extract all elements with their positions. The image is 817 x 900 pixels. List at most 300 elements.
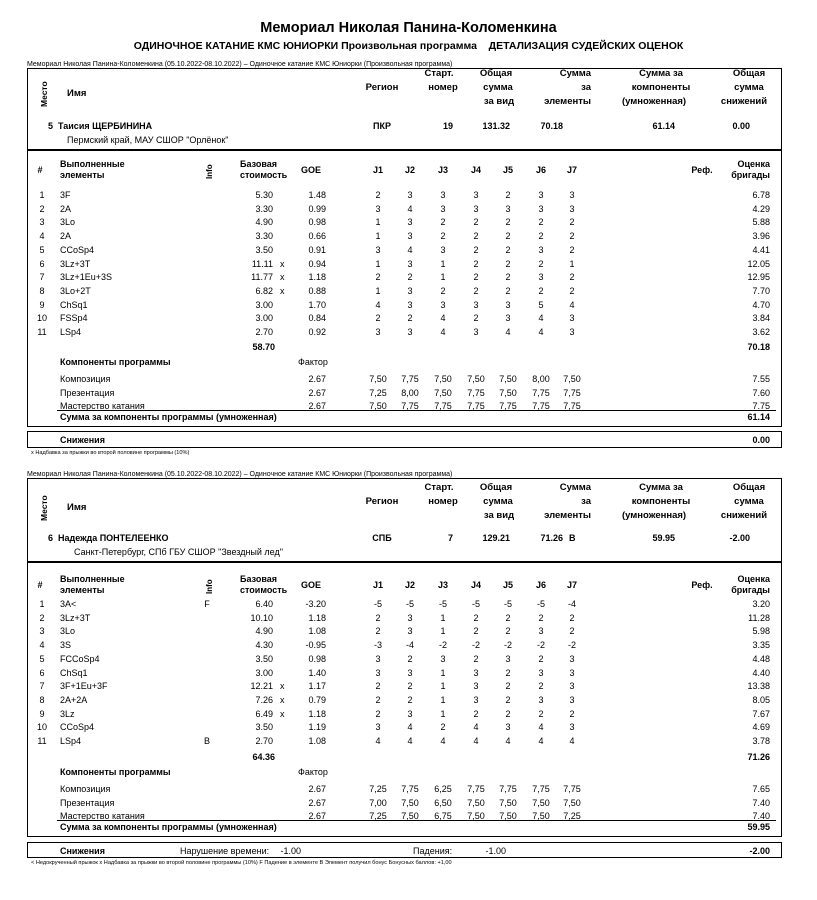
judge-mark: 3 xyxy=(538,667,544,678)
comp-header-2: компоненты xyxy=(631,496,691,507)
judge-header-7: J7 xyxy=(566,165,577,175)
bonus-marker: x xyxy=(280,258,285,269)
judge-header-3: J3 xyxy=(437,165,448,175)
deductions-box xyxy=(27,842,782,858)
component-score: 7.60 xyxy=(752,387,770,398)
component-mark: 6,25 xyxy=(434,784,452,794)
judge-mark: 4 xyxy=(473,736,479,746)
component-factor: 2.67 xyxy=(308,401,326,412)
goe-value: 0.92 xyxy=(308,327,326,337)
deductions-value: 0.00 xyxy=(732,121,750,131)
base-value: 6.82 xyxy=(255,285,273,296)
element-code: FCCoSp4 xyxy=(60,653,100,664)
judge-mark: 4 xyxy=(440,313,446,324)
base-value: 3.30 xyxy=(255,231,273,242)
deduction-item-value: -1.00 xyxy=(280,846,301,856)
ded-header-3: снижений xyxy=(720,96,768,107)
row-num: 4 xyxy=(39,640,45,651)
component-mark: 7,50 xyxy=(434,374,452,384)
deductions-total: -2.00 xyxy=(749,846,770,856)
element-score: 7.67 xyxy=(752,708,770,719)
element-code: ChSq1 xyxy=(60,299,88,310)
judge-mark: 3 xyxy=(569,313,575,324)
judge-mark: 3 xyxy=(407,708,413,719)
component-factor: 2.67 xyxy=(308,387,326,398)
judge-mark: 2 xyxy=(375,681,381,692)
components-header: Компоненты программы xyxy=(60,767,171,777)
component-mark: 7,75 xyxy=(401,401,419,412)
component-mark: 7,25 xyxy=(369,784,387,794)
judge-mark: 3 xyxy=(538,626,544,637)
judge-mark: 3 xyxy=(440,203,446,214)
ded-header-1: Общая xyxy=(732,482,766,493)
row-num: 11 xyxy=(37,736,47,746)
judge-mark: 3 xyxy=(538,244,544,255)
footnote: < Недокрученный прыжок x Надбавка за прыжки во второй половине программы (10%) F Падение в элементе B Элемент получил бонус Бонусных баллов: +1,00 xyxy=(31,860,452,866)
element-score: 7.70 xyxy=(752,285,770,296)
num-header: # xyxy=(37,580,43,590)
judge-mark: -3 xyxy=(373,640,382,651)
elem-header-3: элементы xyxy=(544,510,591,521)
judge-mark: 3 xyxy=(473,203,479,214)
footnote: x Надбавка за прыжки во второй половине программы (10%) xyxy=(31,450,190,456)
row-num: 4 xyxy=(39,231,45,242)
judge-mark: 3 xyxy=(375,244,381,255)
base-total: 64.36 xyxy=(252,752,275,762)
judge-mark: 3 xyxy=(407,327,413,337)
base-value: 4.30 xyxy=(255,640,273,651)
judge-mark: 2 xyxy=(505,612,511,623)
judge-mark: 1 xyxy=(440,258,446,269)
component-mark: 7,50 xyxy=(563,797,581,808)
element-score: 8.05 xyxy=(752,694,770,705)
skater-name: Надежда ПОНТЕЛЕЕНКО xyxy=(58,533,169,543)
row-num: 7 xyxy=(39,681,45,692)
judge-header-1: J1 xyxy=(372,580,383,590)
judge-mark: 2 xyxy=(473,244,479,255)
judge-mark: 4 xyxy=(569,299,575,310)
judge-mark: 2 xyxy=(505,285,511,296)
region-value: СПБ xyxy=(372,533,392,543)
judge-mark: -2 xyxy=(503,640,512,651)
judge-mark: 2 xyxy=(440,217,446,228)
judge-mark: 1 xyxy=(440,708,446,719)
judge-mark: 3 xyxy=(440,299,446,310)
deductions-label: Снижения xyxy=(60,846,105,856)
component-mark: 7,50 xyxy=(499,797,517,808)
goe-value: 0.98 xyxy=(308,653,326,664)
judge-mark: 2 xyxy=(569,244,575,255)
judge-mark: 2 xyxy=(505,681,511,692)
judge-header-6: J6 xyxy=(535,165,546,175)
judge-mark: 3 xyxy=(407,667,413,678)
component-mark: 7,75 xyxy=(499,784,517,794)
components-divider xyxy=(57,410,776,411)
judge-mark: 2 xyxy=(505,231,511,242)
goe-value: 1.08 xyxy=(308,626,326,637)
component-name: Презентация xyxy=(60,387,115,398)
element-score: 5.88 xyxy=(752,217,770,228)
judge-mark: -2 xyxy=(567,640,576,651)
element-score: 3.96 xyxy=(752,231,770,242)
judge-mark: 3 xyxy=(569,203,575,214)
goe-value: 0.66 xyxy=(308,231,326,242)
judge-mark: 3 xyxy=(569,190,575,200)
ded-header-1: Общая xyxy=(732,68,766,79)
base-value: 3.30 xyxy=(255,203,273,214)
element-code: LSp4 xyxy=(60,736,82,746)
component-mark: 7,00 xyxy=(369,797,387,808)
element-code: 3F xyxy=(60,190,71,200)
base-value: 3.50 xyxy=(255,722,273,733)
judge-mark: 2 xyxy=(538,217,544,228)
components-value: 61.14 xyxy=(652,121,675,131)
judge-mark: 2 xyxy=(538,231,544,242)
region-value: ПКР xyxy=(373,121,391,131)
judge-mark: 2 xyxy=(473,612,479,623)
element-score: 11.28 xyxy=(748,612,770,623)
judge-mark: 4 xyxy=(407,722,413,733)
region-header: Регион xyxy=(365,496,399,507)
element-code: 3Lz+3T xyxy=(60,258,91,269)
goe-value: 1.08 xyxy=(308,736,326,746)
component-mark: 7,75 xyxy=(532,387,550,398)
start-value: 7 xyxy=(447,533,453,543)
judge-mark: 1 xyxy=(440,667,446,678)
judge-mark: 2 xyxy=(538,653,544,664)
judge-mark: 2 xyxy=(473,217,479,228)
judge-mark: 3 xyxy=(538,694,544,705)
judge-mark: 3 xyxy=(569,327,575,337)
judge-mark: 3 xyxy=(473,694,479,705)
judge-mark: 2 xyxy=(569,217,575,228)
element-score: 3.35 xyxy=(752,640,770,651)
element-score: 12.95 xyxy=(747,272,770,283)
judge-header-7: J7 xyxy=(566,580,577,590)
judge-header-5: J5 xyxy=(502,165,513,175)
judge-mark: 2 xyxy=(473,231,479,242)
judge-mark: 4 xyxy=(375,299,381,310)
judge-mark: 2 xyxy=(569,272,575,283)
judge-mark: 3 xyxy=(569,694,575,705)
judge-mark: 3 xyxy=(440,244,446,255)
element-score: 3.20 xyxy=(752,599,770,609)
elem-header-2: за xyxy=(581,496,591,507)
judge-mark: 3 xyxy=(407,612,413,623)
bonus-marker: x xyxy=(280,694,285,705)
judge-mark: 3 xyxy=(375,327,381,337)
bonus-marker: x xyxy=(280,272,285,283)
element-code: CCoSp4 xyxy=(60,244,95,255)
comp-header-1: Сумма за xyxy=(639,482,683,493)
components-sum-label: Сумма за компоненты программы (умноженная) xyxy=(60,412,277,422)
row-num: 7 xyxy=(39,272,45,283)
goe-value: 0.91 xyxy=(308,244,326,255)
name-header: Имя xyxy=(67,88,87,99)
judge-mark: 2 xyxy=(473,272,479,283)
judge-mark: 3 xyxy=(375,653,381,664)
element-code: 3F+1Eu+3F xyxy=(60,681,108,692)
judge-header-4: J4 xyxy=(470,165,481,175)
ded-header-3: снижений xyxy=(720,510,768,521)
judge-mark: 3 xyxy=(407,626,413,637)
goe-value: 1.70 xyxy=(308,299,326,310)
judge-mark: 2 xyxy=(538,708,544,719)
judge-mark: 4 xyxy=(538,722,544,733)
judge-mark: 3 xyxy=(505,653,511,664)
component-mark: 7,25 xyxy=(369,811,387,822)
component-name: Презентация xyxy=(60,797,115,808)
element-code: 2A+2A xyxy=(60,694,88,705)
judge-mark: 2 xyxy=(473,653,479,664)
component-score: 7.40 xyxy=(752,797,770,808)
total-header-3: за вид xyxy=(483,510,515,521)
judge-mark: 4 xyxy=(375,736,381,746)
judge-mark: 1 xyxy=(440,681,446,692)
total-value: 129.21 xyxy=(482,533,510,543)
component-mark: 7,50 xyxy=(467,811,485,822)
element-score: 5.98 xyxy=(752,626,770,637)
ded-header-2: сумма xyxy=(734,82,764,93)
deductions-total: 0.00 xyxy=(752,435,770,445)
comp-header-2: компоненты xyxy=(631,82,691,93)
elem-header-1: Сумма xyxy=(559,68,591,79)
judge-mark: 1 xyxy=(569,258,575,269)
base-value: 2.70 xyxy=(255,327,273,337)
row-num: 1 xyxy=(39,599,45,609)
row-num: 1 xyxy=(39,190,45,200)
start-header-2: номер xyxy=(428,496,458,507)
component-mark: 7,50 xyxy=(499,387,517,398)
judge-mark: 3 xyxy=(569,667,575,678)
judge-mark: 2 xyxy=(538,681,544,692)
element-score: 3.84 xyxy=(752,313,770,324)
judge-mark: 2 xyxy=(473,626,479,637)
judge-mark: -5 xyxy=(536,599,545,609)
judge-mark: 2 xyxy=(473,313,479,324)
judge-mark: 2 xyxy=(375,272,381,283)
judge-mark: 2 xyxy=(473,258,479,269)
judge-mark: 2 xyxy=(440,231,446,242)
goe-header: GOE xyxy=(300,165,321,175)
elements-flag: B xyxy=(569,533,576,543)
element-score: 6.78 xyxy=(752,190,770,200)
start-header-1: Старт. xyxy=(424,68,454,79)
element-score: 12.05 xyxy=(747,258,770,269)
judge-mark: 2 xyxy=(505,708,511,719)
element-code: 3Lz+3T xyxy=(60,612,91,623)
component-mark: 7,75 xyxy=(532,784,550,794)
elements-score-total: 71.26 xyxy=(747,752,770,762)
judge-header-2: J2 xyxy=(404,580,415,590)
element-code: 2A xyxy=(60,231,72,242)
base-value: 3.50 xyxy=(255,244,273,255)
component-factor: 2.67 xyxy=(308,784,326,794)
judge-header-4: J4 xyxy=(470,580,481,590)
judge-mark: 2 xyxy=(407,681,413,692)
judge-mark: -2 xyxy=(471,640,480,651)
judge-mark: 4 xyxy=(407,736,413,746)
club-name: Пермский край, МАУ СШОР "Орлёнок" xyxy=(67,135,229,145)
component-mark: 7,75 xyxy=(467,784,485,794)
header-divider xyxy=(27,478,782,479)
judge-mark: 2 xyxy=(473,708,479,719)
row-num: 6 xyxy=(39,258,45,269)
judge-mark: 2 xyxy=(407,653,413,664)
judge-mark: 3 xyxy=(375,722,381,733)
judge-mark: -5 xyxy=(471,599,480,609)
base-value: 5.30 xyxy=(255,190,273,200)
judge-mark: 4 xyxy=(569,736,575,746)
elements-value: 70.18 xyxy=(540,121,563,131)
judge-mark: 3 xyxy=(407,217,413,228)
judge-mark: 2 xyxy=(407,272,413,283)
component-mark: 7,75 xyxy=(563,401,581,412)
base-value: 3.00 xyxy=(255,299,273,310)
judge-mark: 2 xyxy=(375,190,381,200)
component-mark: 6,50 xyxy=(434,797,452,808)
judge-mark: 3 xyxy=(375,667,381,678)
component-mark: 7,75 xyxy=(401,784,419,794)
goe-value: 1.48 xyxy=(308,190,326,200)
judge-mark: 4 xyxy=(407,203,413,214)
component-name: Мастерство катания xyxy=(60,401,145,412)
row-num: 10 xyxy=(36,313,47,324)
info-flag: B xyxy=(203,736,210,746)
judge-mark: -4 xyxy=(567,599,576,609)
judge-mark: 3 xyxy=(505,722,511,733)
judge-mark: 2 xyxy=(569,285,575,296)
component-mark: 8,00 xyxy=(401,387,419,398)
judge-mark: 3 xyxy=(538,190,544,200)
components-sum-label: Сумма за компоненты программы (умноженная) xyxy=(60,822,277,832)
judge-mark: 2 xyxy=(538,258,544,269)
page-title: Мемориал Николая Панина-Коломенкина xyxy=(260,20,557,36)
judge-header-1: J1 xyxy=(372,165,383,175)
components-sum-value: 61.14 xyxy=(747,412,770,422)
judge-mark: 3 xyxy=(473,190,479,200)
judge-mark: 4 xyxy=(538,327,544,337)
components-header: Компоненты программы xyxy=(60,357,171,367)
judge-mark: 3 xyxy=(375,203,381,214)
element-score: 3.78 xyxy=(752,736,770,746)
component-mark: 7,50 xyxy=(563,374,581,384)
element-code: 2A xyxy=(60,203,72,214)
judge-mark: 2 xyxy=(505,258,511,269)
deductions-value: -2.00 xyxy=(729,533,750,543)
place-header: Место xyxy=(39,495,49,521)
judge-mark: 3 xyxy=(440,653,446,664)
judge-mark: 2 xyxy=(505,272,511,283)
factor-header: Фактор xyxy=(298,767,328,777)
judge-mark: 3 xyxy=(569,681,575,692)
elem-header-2: элементы xyxy=(60,170,105,180)
judge-mark: 2 xyxy=(375,708,381,719)
judge-mark: 2 xyxy=(569,708,575,719)
club-name: Санкт-Петербург, СПб ГБУ СШОР "Звездный лед" xyxy=(74,547,283,557)
elem-header-3: элементы xyxy=(544,96,591,107)
goe-value: 0.84 xyxy=(308,313,326,324)
judge-mark: 2 xyxy=(473,285,479,296)
row-num: 11 xyxy=(37,327,47,337)
ref-header: Реф. xyxy=(691,580,713,590)
component-name: Мастерство катания xyxy=(60,811,145,822)
base-value: 3.50 xyxy=(255,653,273,664)
component-score: 7.55 xyxy=(752,374,770,384)
element-score: 4.70 xyxy=(752,299,770,310)
place-value: 6 xyxy=(47,533,53,543)
goe-value: 1.18 xyxy=(308,612,326,623)
deduction-item-value: -1.00 xyxy=(485,846,506,856)
component-mark: 7,75 xyxy=(401,374,419,384)
component-mark: 7,75 xyxy=(563,387,581,398)
judge-mark: 2 xyxy=(375,313,381,324)
judge-mark: 1 xyxy=(375,231,381,242)
judge-mark: 3 xyxy=(538,203,544,214)
judge-mark: 3 xyxy=(407,258,413,269)
judge-mark: 3 xyxy=(538,272,544,283)
judge-mark: 4 xyxy=(440,736,446,746)
goe-value: 0.79 xyxy=(308,694,326,705)
element-code: 3Lz+1Eu+3S xyxy=(60,272,113,283)
goe-value: 0.88 xyxy=(308,285,326,296)
num-header: # xyxy=(37,165,43,175)
component-score: 7.75 xyxy=(752,401,770,412)
judge-mark: 2 xyxy=(569,231,575,242)
row-num: 8 xyxy=(39,694,45,705)
factor-header: Фактор xyxy=(298,357,328,367)
row-num: 3 xyxy=(39,626,45,637)
judge-header-3: J3 xyxy=(437,580,448,590)
judge-mark: 3 xyxy=(473,299,479,310)
score-header-1: Оценка xyxy=(737,574,770,584)
base-value: 6.40 xyxy=(255,599,273,609)
row-num: 2 xyxy=(39,612,45,623)
component-mark: 7,75 xyxy=(563,784,581,794)
element-score: 4.40 xyxy=(752,667,770,678)
element-code: 3Lo xyxy=(60,626,76,637)
row-num: 5 xyxy=(39,244,45,255)
row-num: 6 xyxy=(39,667,45,678)
start-header-1: Старт. xyxy=(424,482,454,493)
judge-mark: -5 xyxy=(373,599,382,609)
judge-mark: 2 xyxy=(440,285,446,296)
base-value: 10.10 xyxy=(250,612,273,623)
judge-mark: 1 xyxy=(375,285,381,296)
judge-mark: 2 xyxy=(375,626,381,637)
component-mark: 7,50 xyxy=(401,811,419,822)
judge-mark: 4 xyxy=(505,736,511,746)
judge-mark: 3 xyxy=(569,653,575,664)
component-factor: 2.67 xyxy=(308,811,326,822)
elements-score-total: 70.18 xyxy=(747,342,770,352)
elem-header-1: Выполненные xyxy=(60,574,125,584)
base-value: 4.90 xyxy=(255,626,273,637)
row-num: 5 xyxy=(39,653,45,664)
elem-header-1: Выполненные xyxy=(60,159,125,169)
component-mark: 7,75 xyxy=(434,401,452,412)
judge-mark: 3 xyxy=(505,299,511,310)
judge-mark: 4 xyxy=(505,327,511,337)
judge-mark: 2 xyxy=(538,612,544,623)
judge-mark: 1 xyxy=(440,612,446,623)
bonus-marker: x xyxy=(280,285,285,296)
elem-header-1: Сумма xyxy=(559,482,591,493)
base-header-2: стоимость xyxy=(240,585,288,595)
goe-value: 0.94 xyxy=(308,258,326,269)
judge-mark: 2 xyxy=(505,626,511,637)
total-header-3: за вид xyxy=(483,96,515,107)
